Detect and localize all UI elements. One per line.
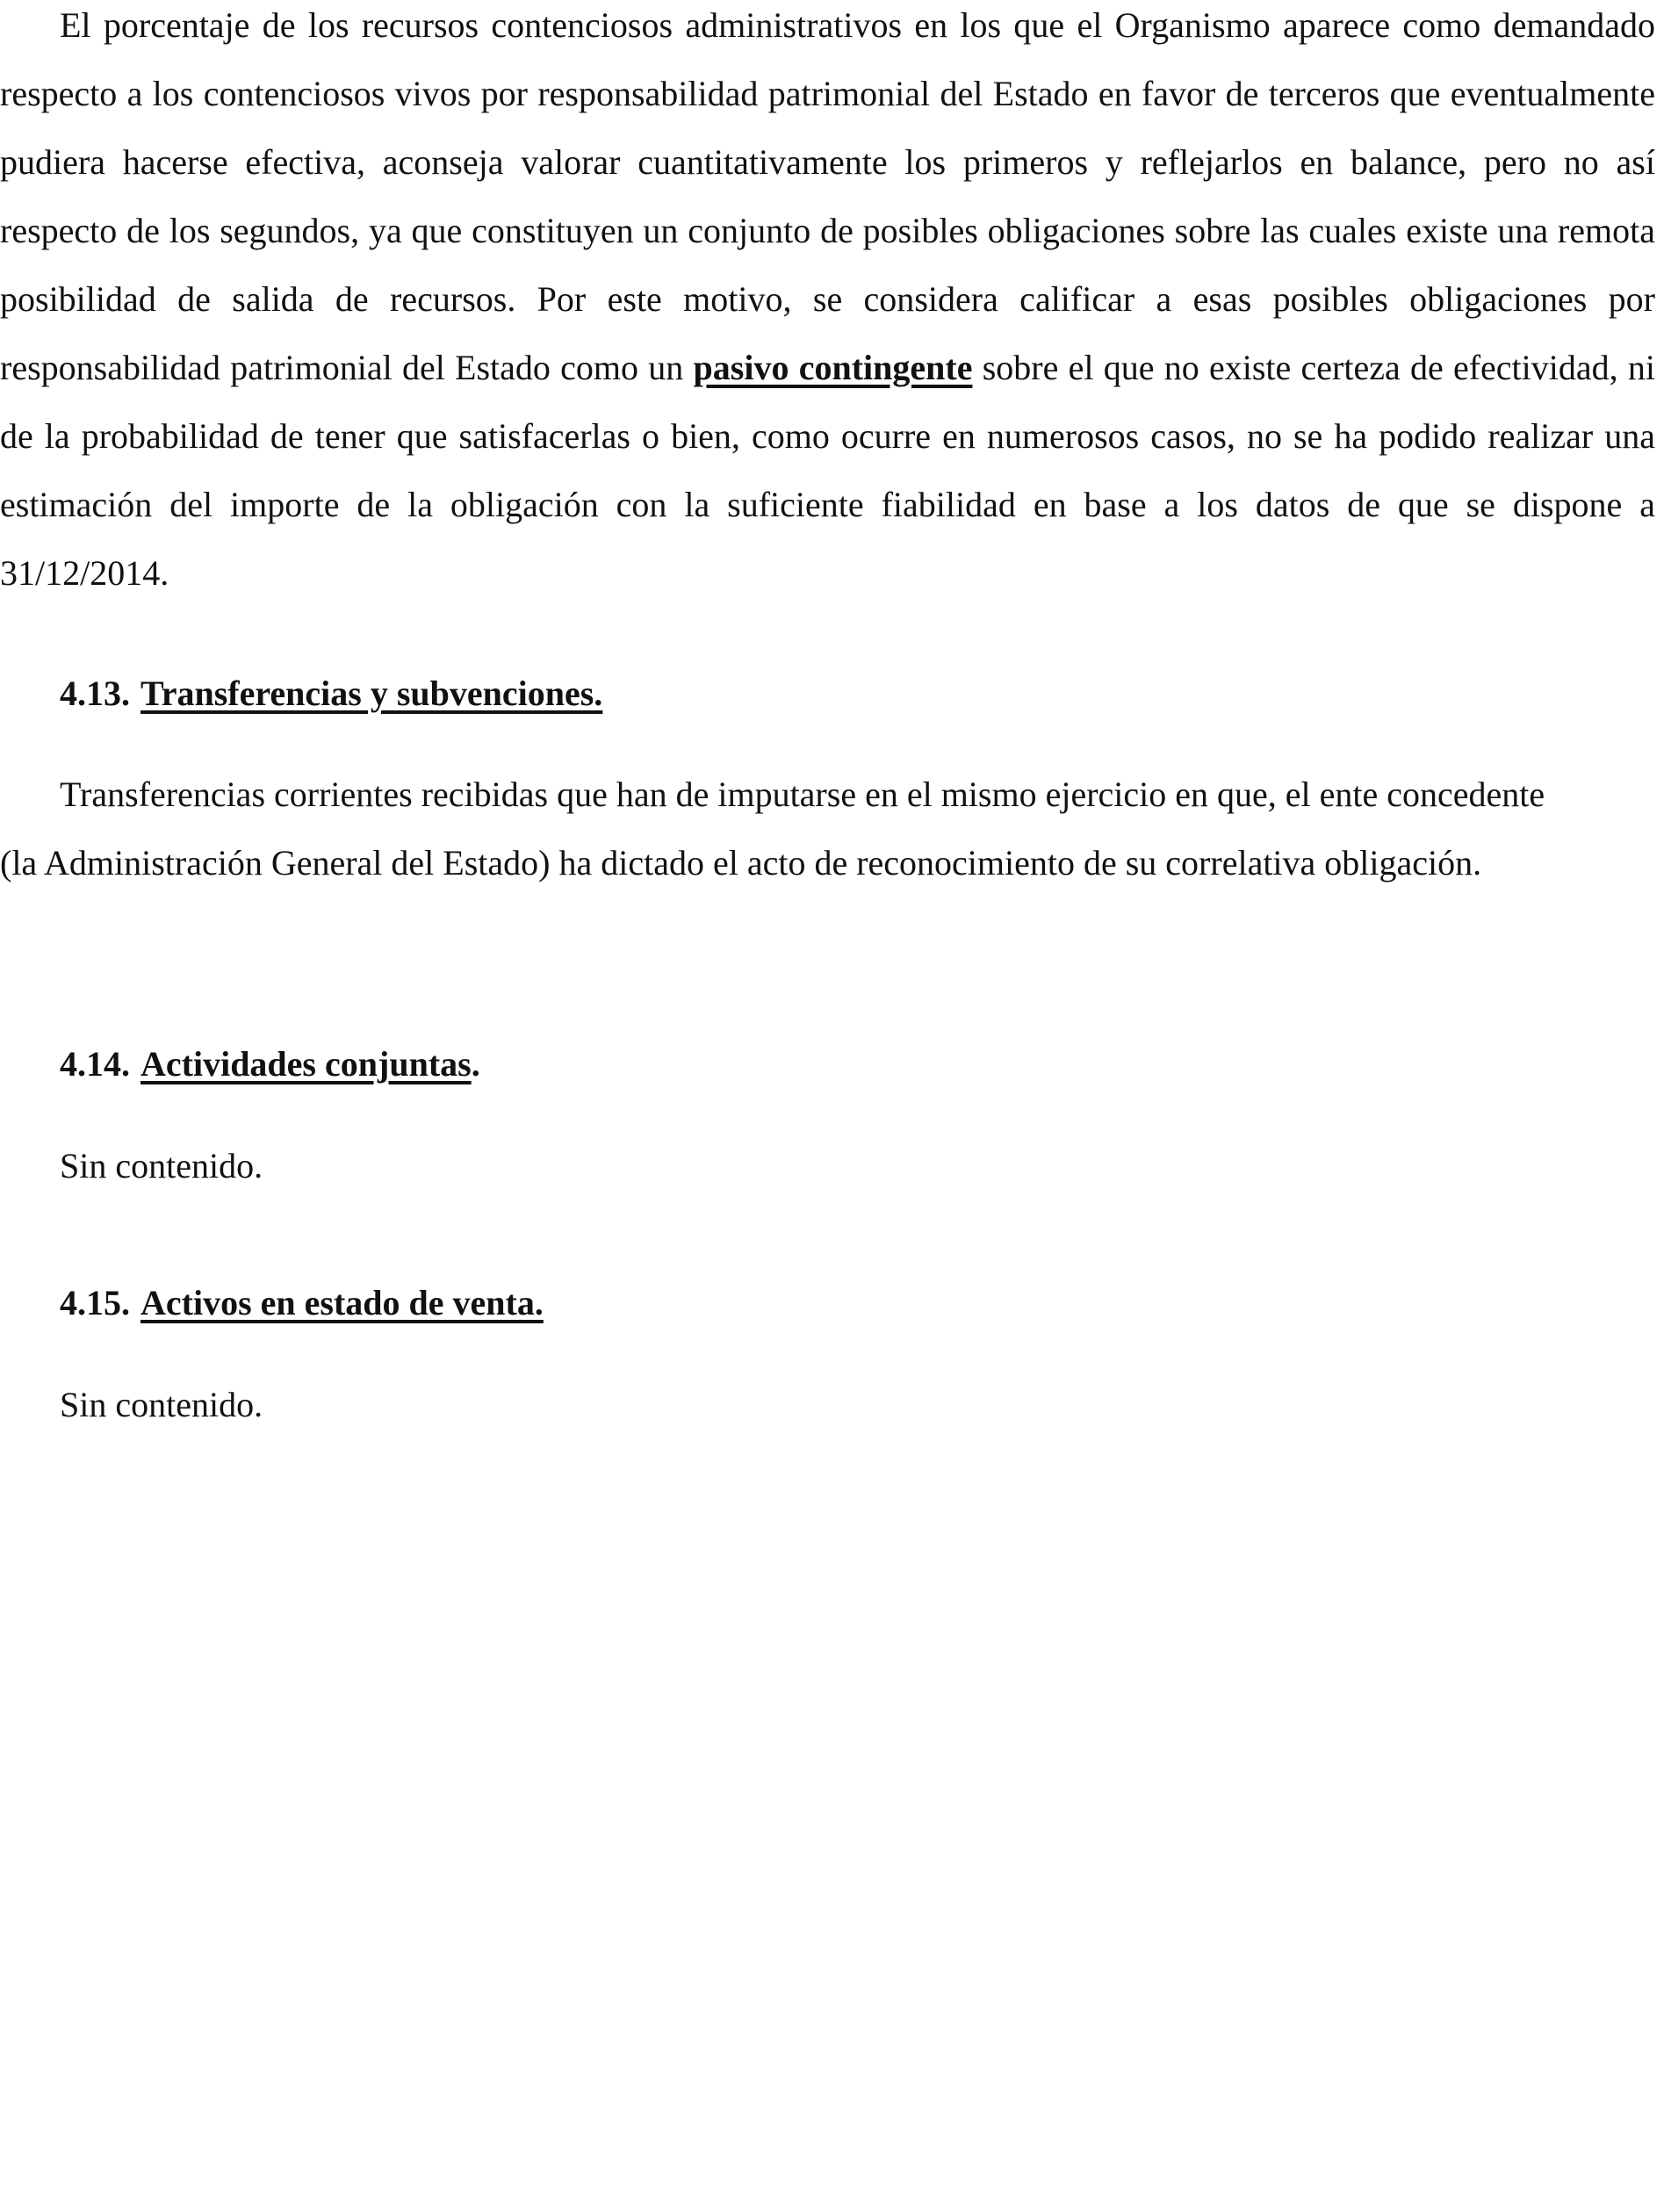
section-4-14-body: Sin contenido. xyxy=(60,1146,263,1185)
section-4-14-suffix: . xyxy=(471,1044,480,1084)
section-4-15-body: Sin contenido. xyxy=(60,1385,263,1424)
section-4-15-number: 4.15. xyxy=(60,1283,130,1322)
section-4-15-heading xyxy=(60,1277,544,1329)
section-4-14-title: Actividades conjuntas xyxy=(140,1044,472,1084)
section-4-13-body: Transferencias corrientes recibidas que han de imputarse en el mismo ejercicio en que, el ente concedente (la Administración General del Estado) ha dictado el acto de reconocimiento de su correlativa obligación. xyxy=(0,775,1545,883)
section-4-14-heading xyxy=(60,1038,480,1091)
intro-paragraph xyxy=(0,0,1655,608)
section-4-14-number: 4.14. xyxy=(60,1044,130,1084)
section-4-13-heading xyxy=(60,667,602,720)
section-4-13-number: 4.13. xyxy=(60,674,130,713)
section-4-15-title: Activos en estado de venta. xyxy=(140,1283,544,1322)
intro-text-part2: sobre el que no existe certeza de efectividad, ni de la probabilidad de tener que satisfacerlas o bien, como ocurre en numerosos casos, no se ha podido realizar una estimación del importe de la obligación con la suficiente fiabilidad en base a los datos de que se dispone a 31/12/2014. xyxy=(0,348,1655,593)
intro-text-part1: El porcentaje de los recursos contenciosos administrativos en los que el Organismo aparece como demandado respecto a los contenciosos vivos por responsabilidad patrimonial del Estado en favor de terceros que eventualmente pudiera hacerse efectiva, aconseja valorar cuantitativamente los primeros y reflejarlos en balance, pero no así respecto de los segundos, ya que constituyen un conjunto de posibles obligaciones sobre las cuales existe una remota posibilidad de salida de recursos. Por este motivo, se considera calificar a esas posibles obligaciones por responsabilidad patrimonial del Estado como un xyxy=(0,5,1655,387)
section-4-13-title: Transferencias y subvenciones. xyxy=(140,674,603,713)
pasivo-contingente-emphasis: pasivo contingente xyxy=(693,348,973,387)
